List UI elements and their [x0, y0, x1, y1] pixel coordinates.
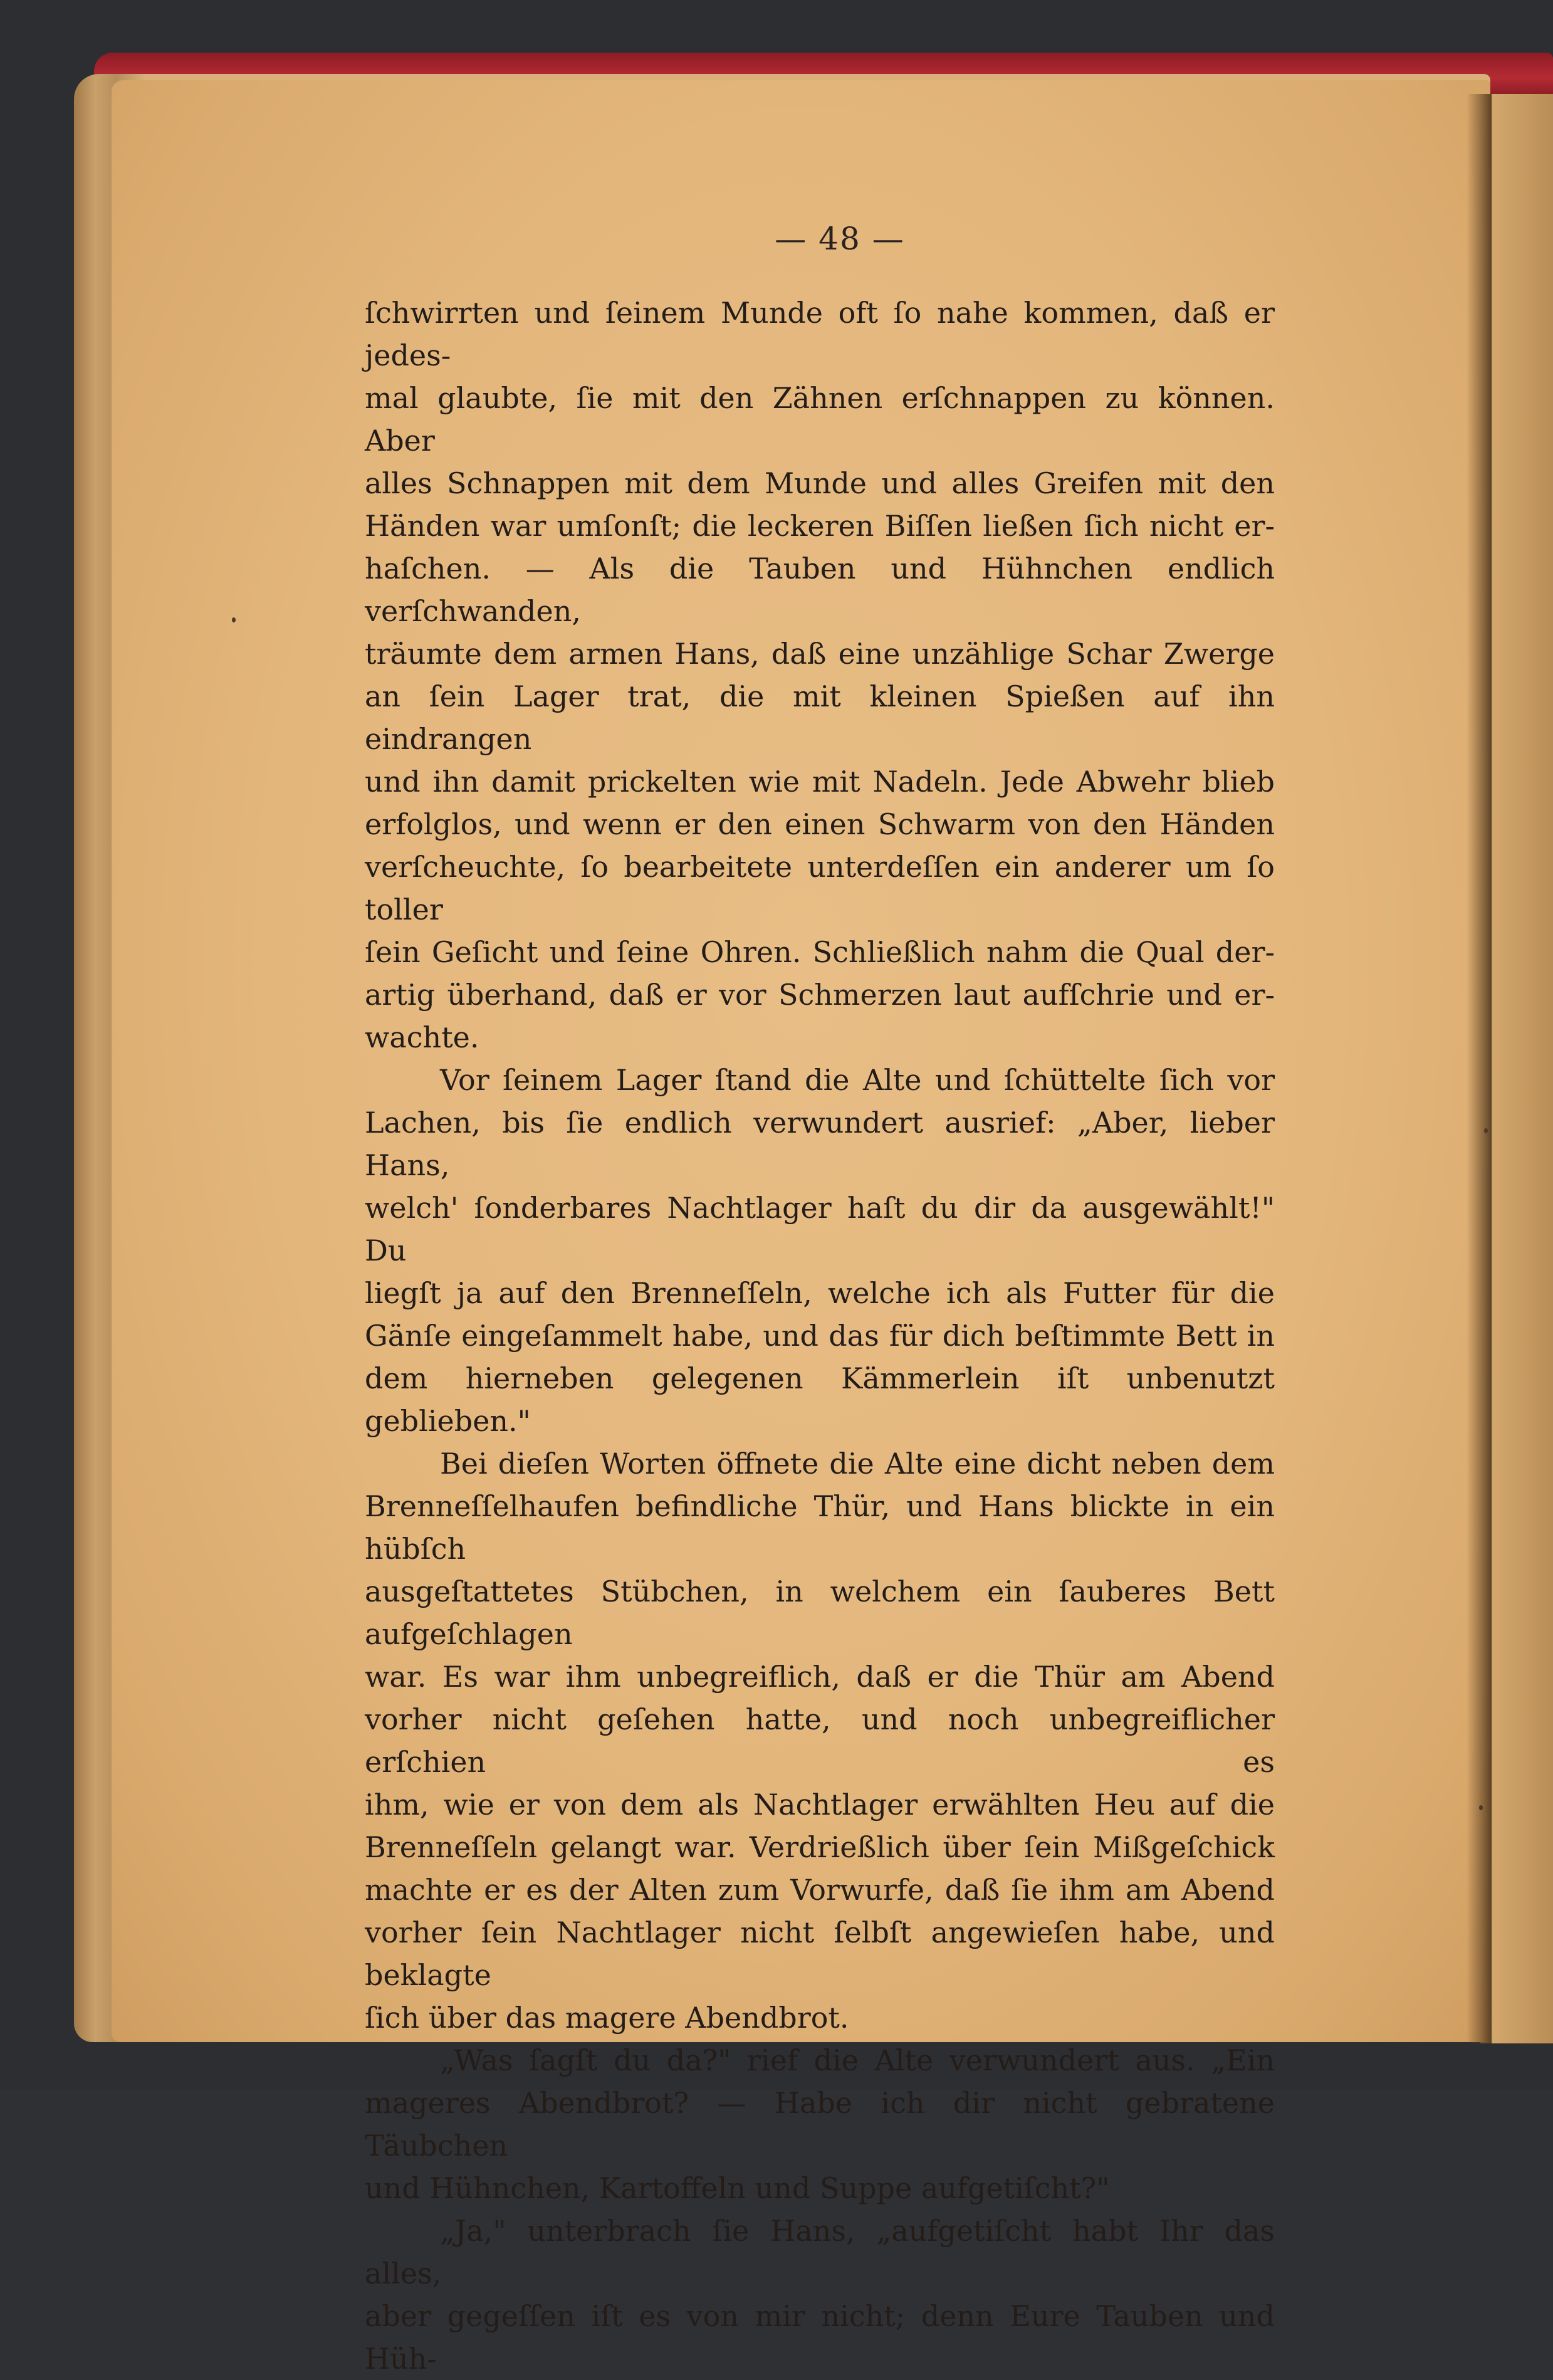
text-line: träumte dem armen Hans, daß eine unzählige Schar Zwerge	[365, 637, 1275, 671]
text-line: Vor ſeinem Lager ſtand die Alte und ſchüttelte ſich vor	[440, 1063, 1275, 1097]
text-line: ausgeſtattetes Stübchen, in welchem ein ſauberes Bett aufgeſchlagen	[365, 1575, 1275, 1651]
paper-speck	[232, 617, 236, 622]
paper-speck	[1484, 1128, 1488, 1133]
text-line: vorher nicht geſehen hatte, und noch unbegreiflicher erſchien es	[365, 1702, 1275, 1779]
text-line: liegſt ja auf den Brenneſſeln, welche ich als Futter für die	[365, 1276, 1275, 1310]
paper-speck	[1479, 1805, 1483, 1810]
text-line: vorher ſein Nachtlager nicht ſelbſt angewieſen habe, und beklagte	[365, 1916, 1275, 1992]
text-line: und Hühnchen, Kartoffeln und Suppe aufgetiſcht?"	[365, 2171, 1110, 2205]
text-line: Brenneſſelhaufen befindliche Thür, und Hans blickte in ein hübſch	[365, 1489, 1275, 1566]
text-line: ſein Geſicht und ſeine Ohren. Schließlich nahm die Qual der-	[365, 935, 1275, 969]
text-line: alles Schnappen mit dem Munde und alles Greifen mit den	[365, 466, 1275, 500]
text-line: haſchen. — Als die Tauben und Hühnchen endlich verſchwanden,	[365, 552, 1275, 628]
text-line: wachte.	[365, 1020, 479, 1054]
text-line: welch' ſonderbares Nachtlager haſt du dir da ausgewählt!" Du	[365, 1191, 1275, 1267]
text-line: ſich über das magere Abendbrot.	[365, 2001, 849, 2035]
text-line: Brenneſſeln gelangt war. Verdrießlich über ſein Mißgeſchick	[365, 1830, 1275, 1864]
body-text	[365, 291, 1275, 2380]
text-line: Bei dieſen Worten öffnete die Alte eine dicht neben dem	[440, 1447, 1275, 1481]
text-line: „Ja," unterbrach ſie Hans, „aufgetiſcht habt Ihr das alles,	[365, 2214, 1275, 2290]
text-line: dem hierneben gelegenen Kämmerlein iſt unbenutzt geblieben."	[365, 1361, 1275, 1438]
page-number: — 48 —	[775, 221, 905, 257]
text-line: an ſein Lager trat, die mit kleinen Spießen auf ihn eindrangen	[365, 679, 1275, 756]
text-line: Lachen, bis ſie endlich verwundert ausrief: „Aber, lieber Hans,	[365, 1106, 1275, 1182]
text-line: mageres Abendbrot? — Habe ich dir nicht gebratene Täubchen	[365, 2086, 1275, 2162]
text-line: ihm, wie er von dem als Nachtlager erwählten Heu auf die	[365, 1788, 1275, 1822]
text-line: aber gegeſſen iſt es von mir nicht; denn Eure Tauben und Hüh-	[365, 2299, 1275, 2376]
text-line: erfolglos, und wenn er den einen Schwarm von den Händen	[365, 807, 1275, 841]
text-line: war. Es war ihm unbegreiflich, daß er die Thür am Abend	[365, 1660, 1275, 1694]
text-line: verſcheuchte, ſo bearbeitete unterdeſſen ein anderer um ſo toller	[365, 850, 1275, 926]
text-line: Händen war umſonſt; die leckeren Biſſen ließen ſich nicht er-	[365, 509, 1275, 543]
book-gutter	[1467, 94, 1492, 2043]
text-line: mal glaubte, ſie mit den Zähnen erſchnappen zu können. Aber	[365, 381, 1275, 458]
text-line: Gänſe eingeſammelt habe, und das für dich beſtimmte Bett in	[365, 1319, 1275, 1353]
text-line: machte er es der Alten zum Vorwurfe, daß ſie ihm am Abend	[365, 1873, 1275, 1907]
text-line: ſchwirrten und ſeinem Munde oft ſo nahe kommen, daß er jedes-	[365, 296, 1275, 372]
text-line: „Was ſagſt du da?" rief die Alte verwundert aus. „Ein	[440, 2043, 1275, 2077]
text-line: und ihn damit prickelten wie mit Nadeln. Jede Abwehr blieb	[365, 765, 1275, 799]
text-line: artig überhand, daß er vor Schmerzen laut aufſchrie und er-	[365, 978, 1275, 1012]
